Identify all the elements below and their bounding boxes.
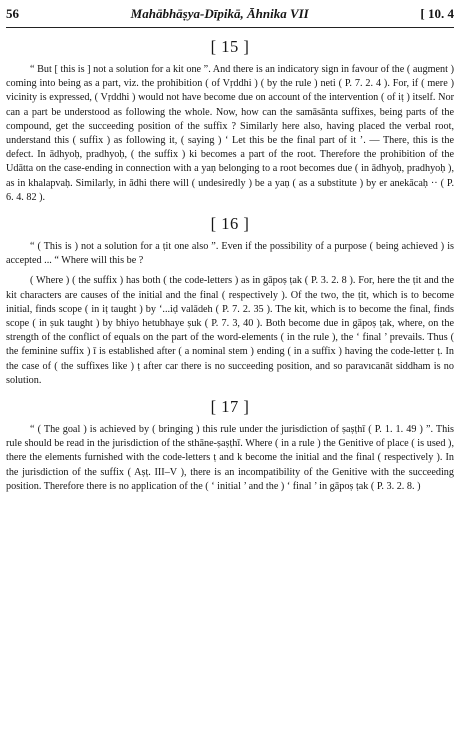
header-rule <box>6 27 454 28</box>
section-16 <box>6 214 454 388</box>
paragraph: “ But [ this is ] not a solution for a kit one ”. And there is an indicatory sign in favour of the ( augment ) coming into being as a part, viz. the prohibition ( of Vṛddhi ) ( by the rule ) neti ( P. 7. 2. 4 ). For, if ( mere ) vicinity is expressed, ( Vṛddhi ) would not have become due on account of the intervention ( of iṭ ) itself. Nor can a part be understood as following the whole. Now, how can the samāsānta suffixes, being parts of the compound, get the succeeding position of the suffix ? Similarly here also, having placed the verbal root, understand this ( suffix ) as following it, ( saying ) ‘ Let this be the final part of it ’. — There, this is the defect. In ādhyoḥ, pradhyoḥ, ( the suffix ) ki becomes a part of the root. Therefore the prohibition of the Udātta on the case-ending in connection with a yaṇ belonging to a root becomes due ( in ādhyoḥ, pradhyoḥ ), as in khalapvaḥ. Similarly, in ādhi there will ( undesiredly ) be a yaṇ ( as a substitute ) by er anekācaḥ ·· ( P. 6. 4. 82 ). <box>6 64 454 203</box>
running-title: Mahābhāṣya-Dīpikā, Āhnika VII <box>130 6 309 21</box>
paragraph: “ ( This is ) not a solution for a ṭit one also ”. Even if the possibility of a purpose ( being achieved ) is accepted ... “ Where will this be ? <box>6 241 454 267</box>
section-number: [ 15 ] <box>210 37 250 56</box>
page-header <box>6 6 454 26</box>
section-reference: [ 10. 4 <box>420 6 454 21</box>
paragraph: “ ( The goal ) is achieved by ( bringing ) this rule under the jurisdiction of ṣaṣṭhī ( P. 1. 1. 49 ) ”. This rule should be read in the jurisdiction of the sthāne-ṣaṣṭhī. Where ( in a rule ) the Genitive of place ( is used ), there the elements furnished with the code-letters ṭ and k become the initial and the final ( respectively ). In the jurisdiction of the suffix ( Aṣṭ. III–V ), there is an incompatibility of the Genitive with the succeeding position. Therefore there is no application of the ( ‘ initial ’ and the ) ‘ final ’ in gāpoṣ ṭak ( P. 3. 2. 8. ) <box>6 424 454 492</box>
page-number: 56 <box>6 6 19 21</box>
section-number: [ 16 ] <box>210 214 250 234</box>
section-15 <box>6 37 454 205</box>
section-number: [ 17 ] <box>210 397 250 417</box>
paragraph: ( Where ) ( the suffix ) has both ( the code-letters ) as in gāpoṣ ṭak ( P. 3. 2. 8 ). For, here the ṭit and the kit characters are causes of the initial and the final ( respectively ). Of the two, the ṭit, which is to become initial, finds scope ( in iṭ taught ) by ‘...iḍ valādeh ( P. 7. 2. 35 ). The kit, which is to become the final, finds scope ( in ṣuk taught ) by bhiyo hetubhaye ṣuk ( P. 7. 3, 40 ). Both become due in gāpoṣ ṭak, where, on the strength of the conflict of equals on the part of the word-elements ( in the rule ), the ‘ final ’ prevails. Thus ( the feminine suffix ) ī is established after ( a nominal stem ) ending ( in a suffix ) having the code-letter ṭ. In the case of ( the suffixes like ) ṭ after car there is no succeeding position, and so paravıcanāt siddham is no solution. <box>6 275 454 386</box>
section-17 <box>6 397 454 494</box>
